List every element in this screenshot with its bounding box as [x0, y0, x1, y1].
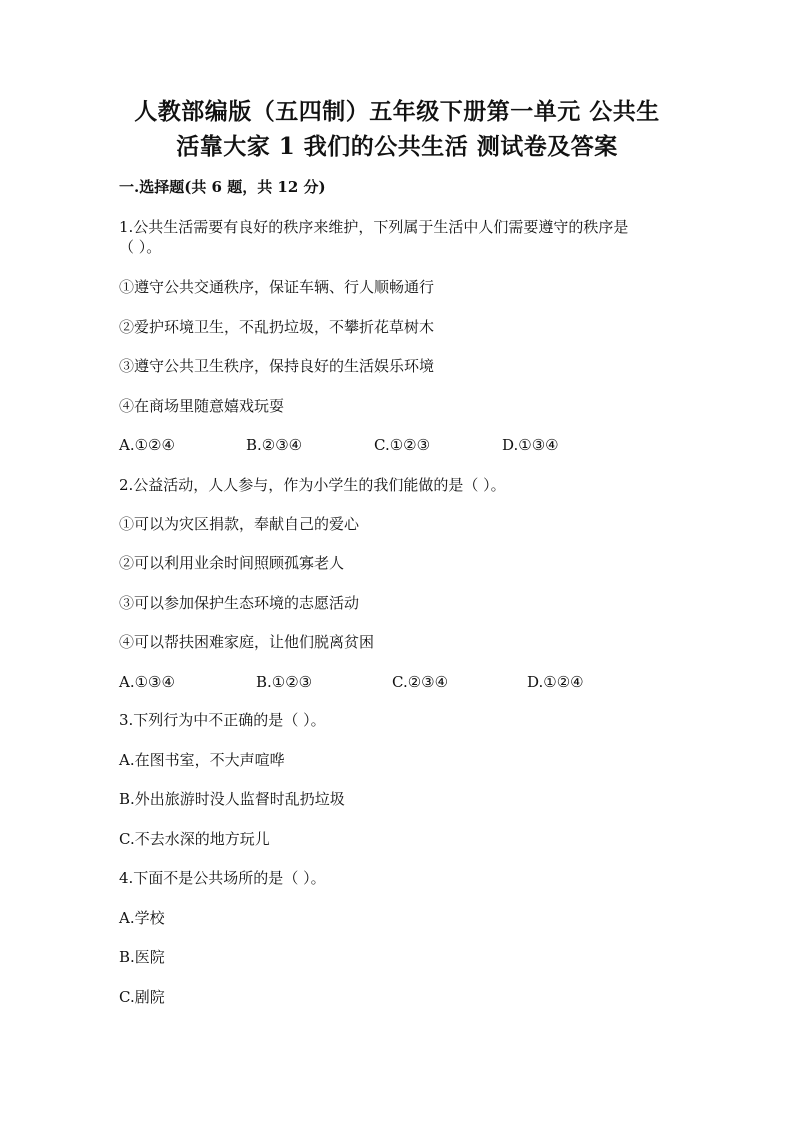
q3-option-b: B.外出旅游时没人监督时乱扔垃圾 — [119, 790, 345, 808]
q1-option-a: A.①②④ — [119, 436, 175, 454]
q4-stem: 4.下面不是公共场所的是（ ）。 — [119, 869, 326, 887]
doc-title-line-1: 人教部编版（五四制）五年级下册第一单元 公共生 — [134, 98, 660, 125]
q4-option-b: B.医院 — [119, 948, 165, 966]
q1-item: ②爱护环境卫生，不乱扔垃圾，不攀折花草树木 — [119, 318, 435, 336]
q2-item: ③可以参加保护生态环境的志愿活动 — [119, 594, 360, 612]
q3-option-c: C.不去水深的地方玩儿 — [119, 830, 270, 848]
q1-item: ③遵守公共卫生秩序，保持良好的生活娱乐环境 — [119, 357, 435, 375]
q1-stem-line-2: （ ）。 — [119, 238, 162, 256]
q1-option-b: B.②③④ — [246, 436, 303, 454]
q1-item: ④在商场里随意嬉戏玩耍 — [119, 397, 285, 415]
doc-title-line-2: 活靠大家 1 我们的公共生活 测试卷及答案 — [176, 133, 618, 160]
q1-option-c: C.①②③ — [374, 436, 431, 454]
q2-item: ①可以为灾区捐款，奉献自己的爱心 — [119, 515, 360, 533]
q2-item: ②可以利用业余时间照顾孤寡老人 — [119, 554, 345, 572]
q2-item: ④可以帮扶困难家庭，让他们脱离贫困 — [119, 633, 375, 651]
q4-option-a: A.学校 — [119, 909, 165, 927]
q1-item: ①遵守公共交通秩序，保证车辆、行人顺畅通行 — [119, 278, 435, 296]
q4-option-c: C.剧院 — [119, 988, 165, 1006]
q2-option-d: D.①②④ — [527, 673, 584, 691]
q2-option-b: B.①②③ — [256, 673, 313, 691]
q2-option-a: A.①③④ — [119, 673, 175, 691]
q3-option-a: A.在图书室，不大声喧哗 — [119, 751, 285, 769]
q3-stem: 3.下列行为中不正确的是（ ）。 — [119, 711, 326, 729]
q1-stem-line-1: 1.公共生活需要有良好的秩序来维护，下列属于生活中人们需要遵守的秩序是 — [119, 218, 629, 236]
q2-option-c: C.②③④ — [392, 673, 449, 691]
section-heading: 一.选择题(共 6 题，共 12 分) — [119, 178, 326, 196]
q1-option-d: D.①③④ — [502, 436, 559, 454]
q2-stem: 2.公益活动，人人参与，作为小学生的我们能做的是（ ）。 — [119, 476, 506, 494]
